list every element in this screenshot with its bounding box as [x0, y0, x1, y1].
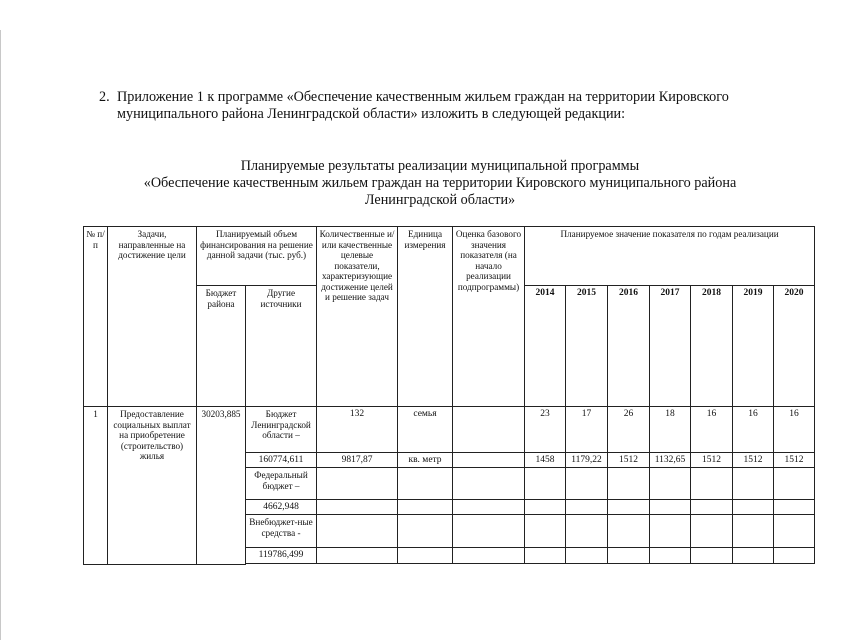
table-row — [84, 407, 815, 453]
header-year: 2017 — [650, 286, 691, 407]
row-task: Предоставление социальных выплат на приобретение (строительство) жилья — [108, 407, 197, 565]
document-title — [60, 158, 820, 209]
year-value: 23 — [525, 407, 566, 453]
empty-cell — [733, 468, 774, 500]
row-budget: 30203,885 — [197, 407, 246, 565]
header-num: № п/п — [84, 227, 108, 407]
empty-cell — [608, 500, 650, 515]
source-offbudget-amount: 119786,499 — [246, 548, 317, 564]
year-value: 1458 — [525, 453, 566, 468]
year-value: 16 — [691, 407, 733, 453]
paragraph-number: 2. — [99, 89, 110, 105]
year-value: 1512 — [774, 453, 815, 468]
header-budget: Бюджет района — [197, 286, 246, 407]
empty-cell — [317, 468, 398, 500]
empty-cell — [453, 564, 525, 565]
year-value: 18 — [650, 407, 691, 453]
paragraph-text: Приложение 1 к программе «Обеспечение качественным жильем граждан на территории Кировского муниципального района Ленинградской области» изложить в следующей редакции: — [117, 89, 729, 122]
year-value: 16 — [774, 407, 815, 453]
row-num: 1 — [84, 407, 108, 565]
empty-cell — [608, 515, 650, 548]
empty-cell — [246, 564, 317, 565]
empty-cell — [317, 515, 398, 548]
amendment-paragraph — [99, 89, 799, 123]
header-baseline: Оценка базового значения показателя (на начало реализации подпрограммы) — [453, 227, 525, 407]
empty-cell — [566, 564, 608, 565]
header-year: 2018 — [691, 286, 733, 407]
empty-cell — [774, 548, 815, 564]
empty-cell — [691, 500, 733, 515]
year-value: 1132,65 — [650, 453, 691, 468]
empty-cell — [650, 468, 691, 500]
empty-cell — [453, 548, 525, 564]
empty-cell — [525, 468, 566, 500]
year-value: 1512 — [608, 453, 650, 468]
indicator-value: 9817,87 — [317, 453, 398, 468]
title-line-2: «Обеспечение качественным жильем граждан на территории Кировского муниципального района — [143, 175, 737, 191]
empty-cell — [566, 515, 608, 548]
empty-cell — [774, 515, 815, 548]
empty-cell — [317, 548, 398, 564]
empty-cell — [608, 468, 650, 500]
empty-cell — [774, 500, 815, 515]
header-year: 2019 — [733, 286, 774, 407]
empty-cell — [525, 515, 566, 548]
empty-cell — [398, 500, 453, 515]
empty-cell — [453, 515, 525, 548]
header-indicators: Количественные и/ или качественные целевые показатели, характеризующие достижение целей и решение задач — [317, 227, 398, 407]
empty-cell — [774, 468, 815, 500]
title-line-1: Планируемые результаты реализации муниципальной программы — [240, 158, 640, 174]
header-year: 2020 — [774, 286, 815, 407]
source-federal-label: Федеральный бюджет – — [246, 468, 317, 500]
header-year: 2016 — [608, 286, 650, 407]
empty-cell — [525, 500, 566, 515]
empty-cell — [650, 500, 691, 515]
year-value: 17 — [566, 407, 608, 453]
empty-cell — [650, 548, 691, 564]
header-row-1 — [84, 227, 815, 286]
baseline-value — [453, 453, 525, 468]
header-other: Другие источники — [246, 286, 317, 407]
year-value: 16 — [733, 407, 774, 453]
empty-cell — [398, 468, 453, 500]
year-value: 26 — [608, 407, 650, 453]
empty-cell — [650, 515, 691, 548]
empty-cell — [691, 564, 733, 565]
empty-cell — [453, 468, 525, 500]
header-unit: Единица измерения — [398, 227, 453, 407]
header-task: Задачи, направленные на достижение цели — [108, 227, 197, 407]
year-value: 1512 — [691, 453, 733, 468]
empty-cell — [566, 548, 608, 564]
empty-cell — [566, 468, 608, 500]
indicator-value: 132 — [317, 407, 398, 453]
source-offbudget-label: Внебюджет-ные средства - — [246, 515, 317, 548]
year-value: 1179,22 — [566, 453, 608, 468]
planned-results-table — [83, 226, 815, 565]
empty-cell — [525, 564, 566, 565]
empty-cell — [691, 515, 733, 548]
scan-edge-line — [0, 30, 1, 640]
source-regional-amount: 160774,611 — [246, 453, 317, 468]
empty-cell — [650, 564, 691, 565]
header-year: 2014 — [525, 286, 566, 407]
empty-cell — [398, 548, 453, 564]
empty-cell — [774, 564, 815, 565]
empty-cell — [608, 548, 650, 564]
empty-cell — [733, 500, 774, 515]
empty-cell — [733, 548, 774, 564]
empty-cell — [317, 564, 398, 565]
empty-cell — [691, 468, 733, 500]
empty-cell — [566, 500, 608, 515]
header-planned: Планируемое значение показателя по годам реализации — [525, 227, 815, 286]
empty-cell — [398, 564, 453, 565]
title-line-3: Ленинградской области» — [364, 192, 516, 208]
empty-cell — [398, 515, 453, 548]
header-year: 2015 — [566, 286, 608, 407]
empty-cell — [733, 564, 774, 565]
empty-cell — [608, 564, 650, 565]
baseline-value — [453, 407, 525, 453]
empty-cell — [691, 548, 733, 564]
year-value: 1512 — [733, 453, 774, 468]
unit-value: кв. метр — [398, 453, 453, 468]
empty-cell — [733, 515, 774, 548]
empty-cell — [453, 500, 525, 515]
source-regional-label: Бюджет Ленинградской области – — [246, 407, 317, 453]
source-federal-amount: 4662,948 — [246, 500, 317, 515]
unit-value: семья — [398, 407, 453, 453]
header-funding: Планируемый объем финансирования на решение данной задачи (тыс. руб.) — [197, 227, 317, 286]
empty-cell — [525, 548, 566, 564]
empty-cell — [317, 500, 398, 515]
